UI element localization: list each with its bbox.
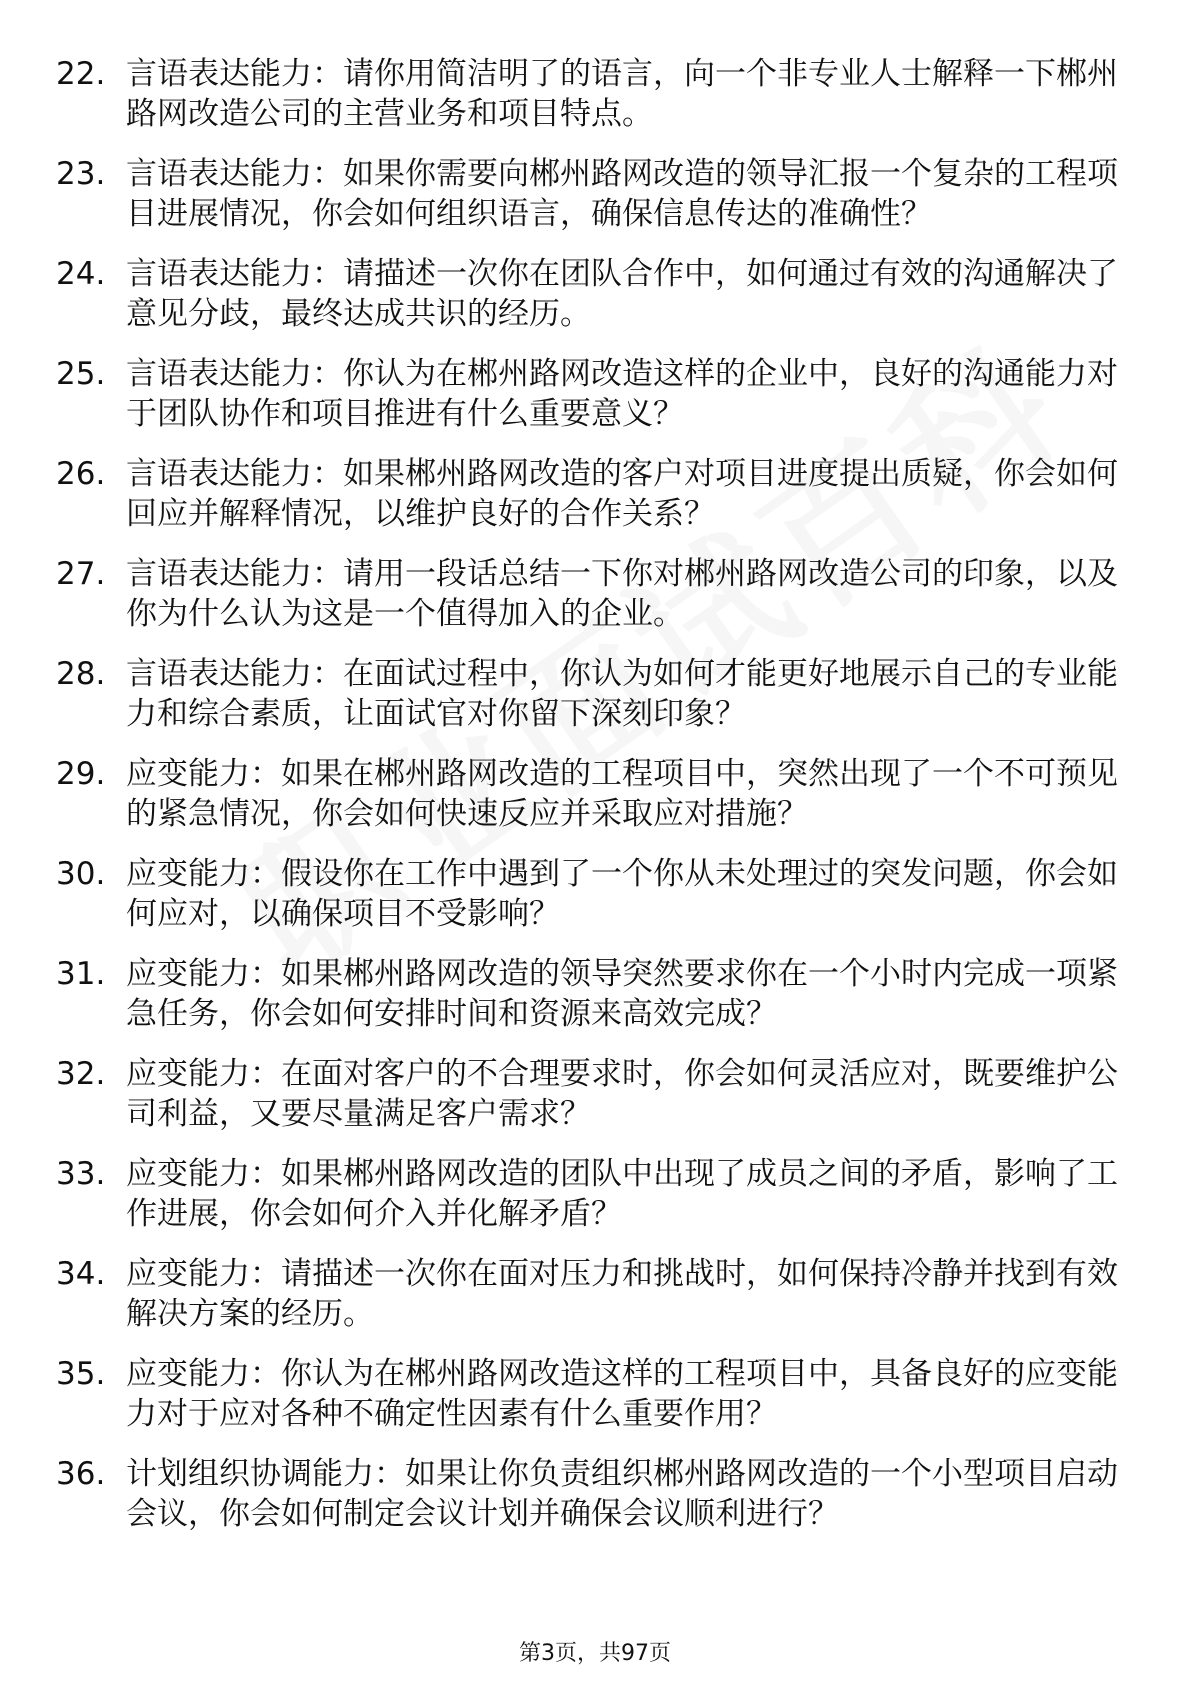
question-text: 言语表达能力：在面试过程中，你认为如何才能更好地展示自己的专业能力和综合素质，让面试官对你留下深刻印象？ — [126, 656, 1118, 732]
question-number: 25. — [56, 356, 106, 392]
question-item — [56, 954, 1136, 1034]
question-item — [56, 354, 1136, 434]
question-item — [56, 54, 1136, 134]
question-item — [56, 1454, 1136, 1534]
question-number: 29. — [56, 756, 106, 792]
question-number: 26. — [56, 456, 106, 492]
question-number: 28. — [56, 656, 106, 692]
question-item — [56, 654, 1136, 734]
question-text: 言语表达能力：如果你需要向郴州路网改造的领导汇报一个复杂的工程项目进展情况，你会如何组织语言，确保信息传达的准确性？ — [126, 156, 1118, 232]
question-list — [56, 54, 1136, 1554]
question-item — [56, 154, 1136, 234]
question-number: 35. — [56, 1356, 106, 1392]
question-number: 23. — [56, 156, 106, 192]
question-text: 应变能力：你认为在郴州路网改造这样的工程项目中，具备良好的应变能力对于应对各种不确定性因素有什么重要作用？ — [126, 1356, 1118, 1432]
question-number: 33. — [56, 1156, 106, 1192]
question-number: 22. — [56, 56, 106, 92]
question-item — [56, 254, 1136, 334]
question-number: 34. — [56, 1256, 106, 1292]
question-item — [56, 854, 1136, 934]
question-number: 30. — [56, 856, 106, 892]
question-text: 应变能力：请描述一次你在面对压力和挑战时，如何保持冷静并找到有效解决方案的经历。 — [126, 1256, 1118, 1332]
question-number: 31. — [56, 956, 106, 992]
question-text: 应变能力：如果郴州路网改造的团队中出现了成员之间的矛盾，影响了工作进展，你会如何介入并化解矛盾？ — [126, 1156, 1118, 1232]
question-item — [56, 1054, 1136, 1134]
question-text: 应变能力：如果郴州路网改造的领导突然要求你在一个小时内完成一项紧急任务，你会如何安排时间和资源来高效完成？ — [126, 956, 1118, 1032]
question-item — [56, 754, 1136, 834]
question-item — [56, 554, 1136, 634]
question-text: 应变能力：如果在郴州路网改造的工程项目中，突然出现了一个不可预见的紧急情况，你会如何快速反应并采取应对措施？ — [126, 756, 1118, 832]
question-text: 言语表达能力：如果郴州路网改造的客户对项目进度提出质疑，你会如何回应并解释情况，以维护良好的合作关系？ — [126, 456, 1118, 532]
question-item — [56, 1354, 1136, 1434]
question-text: 应变能力：在面对客户的不合理要求时，你会如何灵活应对，既要维护公司利益，又要尽量满足客户需求？ — [126, 1056, 1118, 1132]
question-number: 27. — [56, 556, 106, 592]
question-text: 计划组织协调能力：如果让你负责组织郴州路网改造的一个小型项目启动会议，你会如何制定会议计划并确保会议顺利进行？ — [126, 1456, 1118, 1532]
question-text: 言语表达能力：请用一段话总结一下你对郴州路网改造公司的印象，以及你为什么认为这是一个值得加入的企业。 — [126, 556, 1118, 632]
question-number: 32. — [56, 1056, 106, 1092]
question-number: 36. — [56, 1456, 106, 1492]
question-item — [56, 1154, 1136, 1234]
question-text: 应变能力：假设你在工作中遇到了一个你从未处理过的突发问题，你会如何应对，以确保项目不受影响？ — [126, 856, 1118, 932]
question-item — [56, 454, 1136, 534]
question-item — [56, 1254, 1136, 1334]
question-text: 言语表达能力：请描述一次你在团队合作中，如何通过有效的沟通解决了意见分歧，最终达成共识的经历。 — [126, 256, 1118, 332]
question-text: 言语表达能力：你认为在郴州路网改造这样的企业中，良好的沟通能力对于团队协作和项目推进有什么重要意义？ — [126, 356, 1118, 432]
page-footer: 第3页，共97页 — [519, 1641, 671, 1666]
question-text: 言语表达能力：请你用简洁明了的语言，向一个非专业人士解释一下郴州路网改造公司的主营业务和项目特点。 — [126, 56, 1118, 132]
question-number: 24. — [56, 256, 106, 292]
